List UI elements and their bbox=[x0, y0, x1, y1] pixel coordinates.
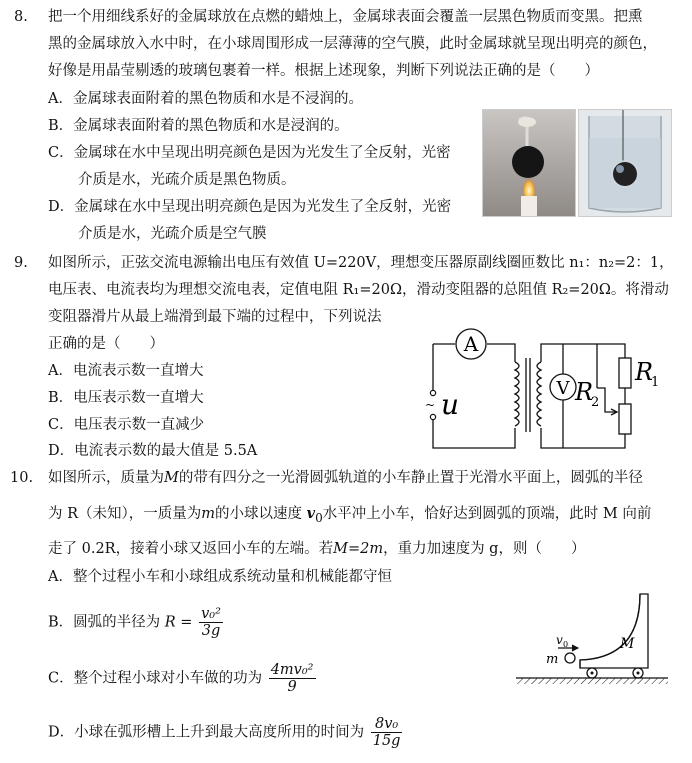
option-c: C．金属球在水中呈现出明亮颜色是因为光发生了全反射，光密 bbox=[48, 145, 451, 161]
numerator: 8v₀ bbox=[371, 716, 403, 733]
denominator: 3g bbox=[201, 623, 221, 639]
cart-arc-figure bbox=[512, 590, 672, 690]
option-c bbox=[48, 662, 318, 695]
option-b bbox=[48, 606, 225, 639]
variable-m: m bbox=[201, 506, 216, 522]
velocity-label: v bbox=[556, 633, 563, 647]
option-d: D．电流表示数的最大值是 5.5A bbox=[48, 443, 258, 459]
option-text: C．整个过程小球对小车做的功为 bbox=[48, 670, 263, 687]
text-fragment: 如图所示，质量为 bbox=[48, 470, 164, 486]
question-number: 10. bbox=[10, 470, 34, 486]
question-text-line: 好像是用晶莹剔透的玻璃包裹着一样。根据上述现象，判断下列说法正确的是（ ） bbox=[48, 63, 599, 79]
variable-v: v bbox=[306, 505, 316, 522]
mass-m-label: m bbox=[546, 652, 559, 667]
text-fragment: 水平冲上小车，恰好达到圆弧的顶端，此时 M 向前 bbox=[322, 506, 652, 522]
candle-ball-photo bbox=[482, 109, 576, 217]
option-a: A．金属球表面附着的黑色物质和水是不浸润的。 bbox=[48, 91, 363, 107]
question-text-line: 正确的是（ ） bbox=[48, 336, 164, 352]
text-fragment: 走了 0.2R，接着小球又返回小车的左端。若 bbox=[48, 541, 334, 557]
question-text-line: 变阻器滑片从最上端滑到最下端的过程中，下列说法 bbox=[48, 309, 382, 325]
ball-in-water-photo bbox=[578, 109, 672, 217]
option-c: C．电压表示数一直减少 bbox=[48, 417, 205, 433]
fraction bbox=[269, 662, 316, 695]
option-d: D．金属球在水中呈现出明亮颜色是因为光发生了全反射，光密 bbox=[48, 199, 452, 215]
option-b: B．电压表示数一直增大 bbox=[48, 390, 204, 406]
question-text-line: 如图所示，正弦交流电源输出电压有效值 U=220V，理想变压器原副线圈匝数比 n₁：n₂=2：1， bbox=[48, 255, 674, 271]
fraction bbox=[371, 716, 403, 749]
question-text-line: 黑的金属球放入水中时，在小球周围形成一层薄薄的空气膜，此时金属球就呈现出明亮的颜色， bbox=[48, 36, 657, 52]
circuit-diagram bbox=[425, 324, 675, 452]
r2-subscript: 2 bbox=[591, 395, 600, 410]
text-fragment: 为 R（未知），一质量为 bbox=[48, 506, 202, 522]
source-label: u bbox=[441, 388, 460, 421]
r1-label: R bbox=[635, 358, 654, 386]
option-b: B．金属球表面附着的黑色物质和水是浸润的。 bbox=[48, 118, 349, 134]
option-text: D．小球在弧形槽上上升到最大高度所用的时间为 bbox=[48, 724, 365, 741]
equation-lhs: R = bbox=[164, 614, 193, 631]
question-text-line bbox=[48, 540, 585, 558]
terminal-icon bbox=[430, 414, 435, 419]
voltmeter-label: V bbox=[556, 378, 570, 399]
text-fragment: 的带有四分之一光滑圆弧轨道的小车静止置于光滑水平面上，圆弧的半径 bbox=[178, 470, 643, 486]
question-text-line: 电压表、电流表均为理想交流电表，定值电阻 R₁=20Ω，滑动变阻器的总阻值 R₂=20Ω。将滑动 bbox=[48, 282, 669, 298]
option-text: B．圆弧的半径为 bbox=[48, 614, 161, 631]
question-number: 9. bbox=[14, 255, 28, 271]
option-a: A．整个过程小车和小球组成系统动量和机械能都守恒 bbox=[48, 569, 392, 585]
option-d-continued: 介质是水，光疏介质是空气膜 bbox=[78, 226, 267, 242]
text-fragment: ，重力加速度为 g，则（ ） bbox=[383, 541, 586, 557]
text-fragment: 的小球以速度 bbox=[215, 506, 303, 522]
numerator: 4mv₀² bbox=[270, 662, 314, 678]
question-text-line bbox=[48, 505, 651, 527]
fraction bbox=[199, 606, 223, 639]
terminal-icon bbox=[430, 390, 435, 395]
question-text-line: 把一个用细线系好的金属球放在点燃的蜡烛上，金属球表面会覆盖一层黑色物质而变黑。把熏 bbox=[48, 9, 643, 25]
denominator: 9 bbox=[287, 679, 297, 695]
subscript: 0 bbox=[315, 510, 323, 525]
mass-M-label: M bbox=[620, 636, 635, 652]
option-c-continued: 介质是水，光疏介质是黑色物质。 bbox=[78, 172, 296, 188]
equation: M=2m bbox=[333, 541, 384, 557]
option-d bbox=[48, 716, 404, 749]
question-text-line bbox=[48, 469, 643, 487]
ac-symbol-icon: ~ bbox=[425, 398, 436, 412]
variable-M: M bbox=[164, 470, 179, 486]
numerator: v₀² bbox=[201, 606, 221, 622]
denominator: 15g bbox=[372, 733, 401, 749]
r2-label: R bbox=[575, 378, 594, 406]
option-a: A．电流表示数一直增大 bbox=[48, 363, 204, 379]
velocity-subscript: 0 bbox=[563, 640, 569, 649]
r1-subscript: 1 bbox=[651, 375, 660, 390]
question-number: 8. bbox=[14, 9, 28, 25]
ball-icon bbox=[565, 653, 575, 663]
ammeter-label: A bbox=[463, 332, 479, 356]
